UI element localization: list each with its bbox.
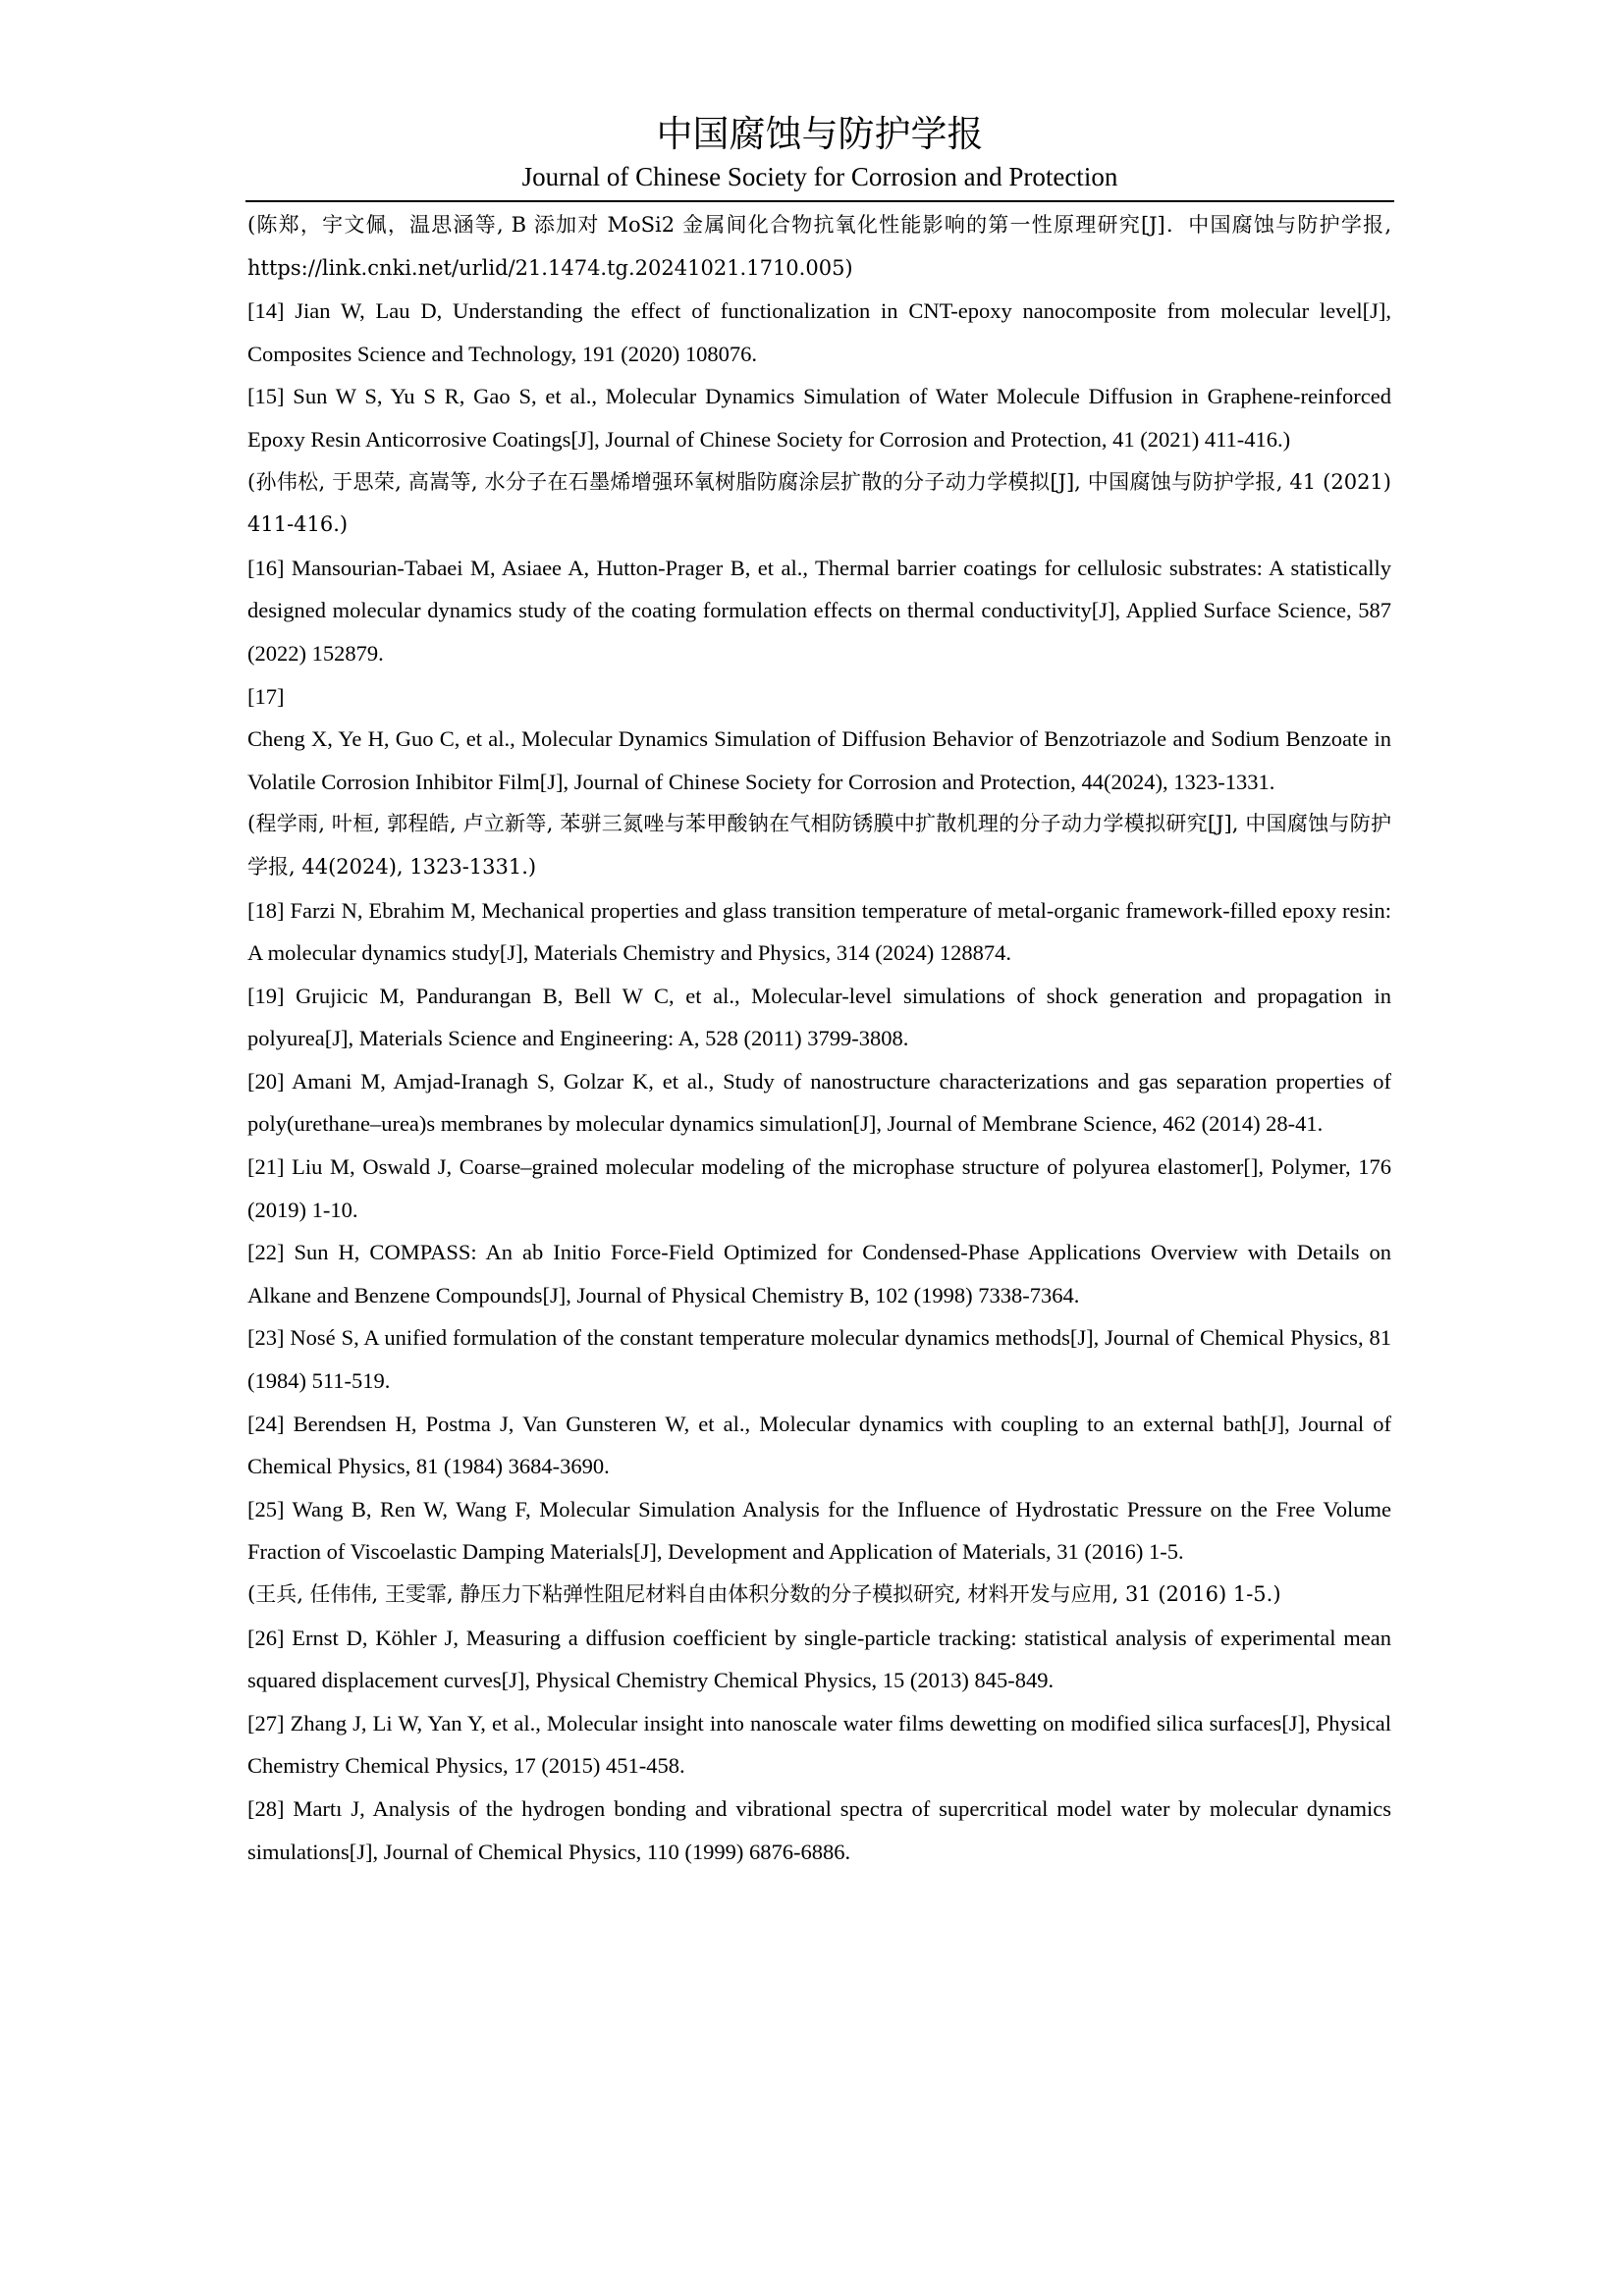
reference-item	[247, 1231, 1391, 1316]
running-header	[245, 110, 1394, 194]
journal-title-chinese: 中国腐蚀与防护学报	[656, 113, 984, 155]
reference-item	[247, 204, 1391, 290]
reference-item	[247, 1146, 1391, 1231]
reference-item	[247, 975, 1391, 1060]
reference-english: [15] Sun W S, Yu S R, Gao S, et al., Molecular Dynamics Simulation of Water Molecule Diffusion in Graphene-reinforced Epoxy Resin Anticorrosive Coatings[J], Journal of Chinese Society for Corrosion and Protection, 41 (2021) 411-416.)	[247, 384, 1391, 452]
reference-item	[247, 889, 1391, 975]
reference-list	[247, 204, 1391, 1873]
reference-english: Cheng X, Ye H, Guo C, et al., Molecular Dynamics Simulation of Diffusion Behavior of Benzotriazole and Sodium Benzoate in Volatile Corrosion Inhibitor Film[J], Journal of Chinese Society for Corrosion and Protection, 44(2024), 1323-1331.	[247, 726, 1391, 794]
reference-english: [14] Jian W, Lau D, Understanding the effect of functionalization in CNT-epoxy nanocomposite from molecular level[J], Composites Science and Technology, 191 (2020) 108076.	[247, 298, 1391, 366]
reference-english: [24] Berendsen H, Postma J, Van Gunsteren W, et al., Molecular dynamics with coupling to an external bath[J], Journal of Chemical Physics, 81 (1984) 3684-3690.	[247, 1411, 1391, 1479]
reference-english: [18] Farzi N, Ebrahim M, Mechanical properties and glass transition temperature of metal-organic framework-filled epoxy resin: A molecular dynamics study[J], Materials Chemistry and Physics, 314 (2024) 128874.	[247, 897, 1391, 966]
reference-english: [27] Zhang J, Li W, Yan Y, et al., Molecular insight into nanoscale water films dewetting on modified silica surfaces[J], Physical Chemistry Chemical Physics, 17 (2015) 451-458.	[247, 1710, 1391, 1779]
header-rule	[245, 200, 1394, 202]
reference-item	[247, 290, 1391, 375]
reference-chinese: (陈郑，宇文佩，温思涵等, B 添加对 MoSi2 金属间化合物抗氧化性能影响的第一性原理研究[J]．中国腐蚀与防护学报, https://link.cnki.net/urlid/21.1474.tg.20241021.1710.005)	[247, 213, 1391, 280]
journal-title-english: Journal of Chinese Society for Corrosion and Protection	[521, 162, 1118, 191]
reference-item	[247, 1060, 1391, 1146]
reference-item	[247, 1788, 1391, 1873]
reference-item	[247, 718, 1391, 888]
reference-english: [26] Ernst D, Köhler J, Measuring a diffusion coefficient by single-particle tracking: statistical analysis of experimental mean squared displacement curves[J], Physical Chemistry Chemical Physics, 15 (2013) 845-849.	[247, 1625, 1391, 1693]
reference-english: [19] Grujicic M, Pandurangan B, Bell W C, et al., Molecular-level simulations of shock generation and propagation in polyurea[J], Materials Science and Engineering: A, 528 (2011) 3799-3808.	[247, 983, 1391, 1051]
reference-english: [25] Wang B, Ren W, Wang F, Molecular Simulation Analysis for the Influence of Hydrostatic Pressure on the Free Volume Fraction of Viscoelastic Damping Materials[J], Development and Application of Materials, 31 (2016) 1-5.	[247, 1496, 1391, 1565]
reference-english: [17]	[247, 683, 285, 709]
reference-item	[247, 1316, 1391, 1402]
reference-item	[247, 375, 1391, 546]
reference-item	[247, 1702, 1391, 1788]
reference-chinese: (程学雨, 叶桓, 郭程皓, 卢立新等, 苯骈三氮唑与苯甲酸钠在气相防锈膜中扩散机理的分子动力学模拟研究[J], 中国腐蚀与防护学报, 44(2024), 1323-1331.)	[247, 812, 1391, 879]
reference-english: [20] Amani M, Amjad-Iranagh S, Golzar K, et al., Study of nanostructure characterizations and gas separation properties of poly(urethane–urea)s membranes by molecular dynamics simulation[J], Journal of Membrane Science, 462 (2014) 28-41.	[247, 1068, 1391, 1137]
reference-chinese: (孙伟松, 于思荣, 高嵩等, 水分子在石墨烯增强环氧树脂防腐涂层扩散的分子动力学模拟[J], 中国腐蚀与防护学报, 41 (2021) 411-416.)	[247, 469, 1391, 537]
reference-english: [28] Martı J, Analysis of the hydrogen bonding and vibrational spectra of supercritical model water by molecular dynamics simulations[J], Journal of Chemical Physics, 110 (1999) 6876-6886.	[247, 1795, 1391, 1864]
reference-english: [21] Liu M, Oswald J, Coarse–grained molecular modeling of the microphase structure of polyurea elastomer[], Polymer, 176 (2019) 1-10.	[247, 1154, 1391, 1222]
reference-item	[247, 1488, 1391, 1617]
reference-english: [16] Mansourian-Tabaei M, Asiaee A, Hutton-Prager B, et al., Thermal barrier coatings for cellulosic substrates: A statistically designed molecular dynamics study of the coating formulation effects on thermal conductivity[J], Applied Surface Science, 587 (2022) 152879.	[247, 555, 1391, 666]
reference-english: [23] Nosé S, A unified formulation of the constant temperature molecular dynamics methods[J], Journal of Chemical Physics, 81 (1984) 511-519.	[247, 1325, 1391, 1394]
reference-english: [22] Sun H, COMPASS: An ab Initio Force-Field Optimized for Condensed-Phase Applications Overview with Details on Alkane and Benzene Compounds[J], Journal of Physical Chemistry B, 102 (1998) 7338-7364.	[247, 1240, 1391, 1308]
reference-chinese: (王兵, 任伟伟, 王雯霏, 静压力下粘弹性阻尼材料自由体积分数的分子模拟研究, 材料开发与应用, 31 (2016) 1-5.)	[247, 1582, 1281, 1606]
reference-item	[247, 675, 1391, 719]
reference-item	[247, 1617, 1391, 1702]
reference-item	[247, 1403, 1391, 1488]
reference-item	[247, 547, 1391, 675]
